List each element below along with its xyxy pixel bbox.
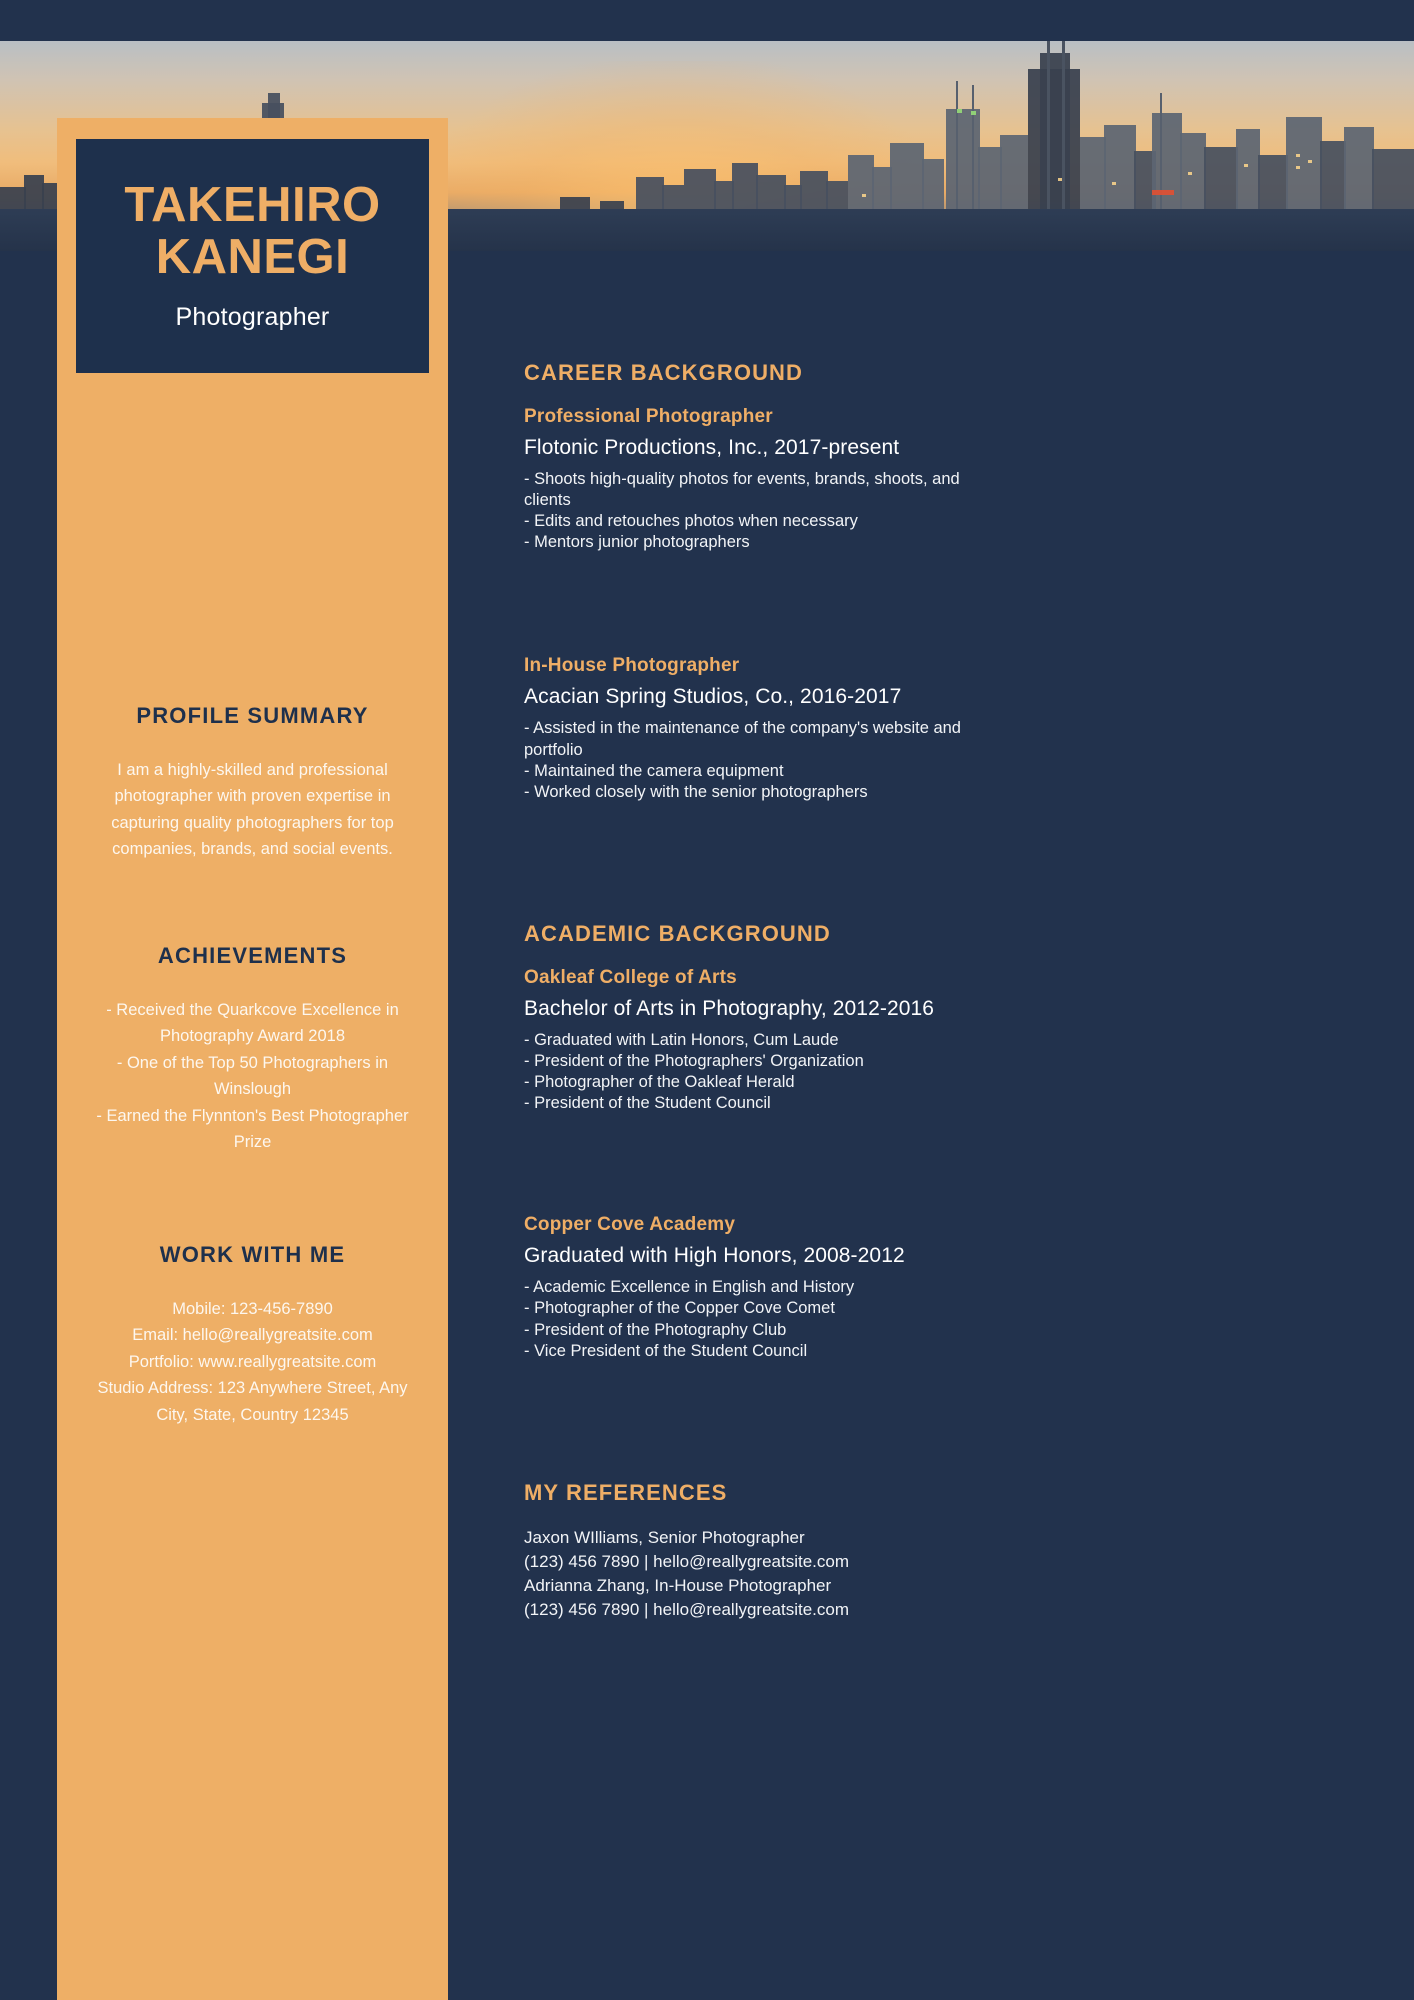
profile-summary-text (76, 757, 429, 863)
name-card (76, 139, 429, 373)
contact-portfolio[interactable]: Portfolio: www.reallygreatsite.com (128, 1352, 377, 1371)
references-heading: MY REFERENCES (524, 1479, 728, 1505)
last-name: KANEGI (155, 229, 350, 284)
academic-background-heading: ACADEMIC BACKGROUND (524, 920, 831, 946)
contact-address: City, State, Country 12345 (156, 1405, 349, 1424)
career-bullet: - Shoots high-quality photos for events, brands, shoots, and (524, 470, 960, 488)
career-bullets (524, 718, 1084, 802)
academic-bullet: - President of the Photographers' Organization (524, 1051, 864, 1070)
profile-line: photographer with proven expertise in (114, 787, 391, 806)
career-entry (524, 655, 1084, 802)
profile-summary-section (76, 703, 429, 863)
academic-entry (524, 967, 1084, 1114)
academic-bullet: - Photographer of the Oakleaf Herald (524, 1073, 795, 1092)
achievements-list (76, 997, 429, 1155)
spacer (524, 579, 1084, 655)
reference-name: Adrianna Zhang, In-House Photographer (524, 1576, 832, 1595)
academic-bullet: - Photographer of the Copper Cove Comet (524, 1299, 835, 1318)
achievements-heading: ACHIEVEMENTS (157, 943, 348, 968)
references-section (524, 1480, 1084, 1623)
references-list (524, 1526, 1084, 1623)
career-role: Professional Photographer (524, 406, 773, 427)
career-role: In-House Photographer (524, 655, 740, 677)
spacer (524, 1388, 1084, 1480)
academic-bullets (524, 1277, 1084, 1361)
achievement-line: Prize (233, 1132, 272, 1151)
achievement-line: - Received the Quarkcove Excellence in (106, 1001, 399, 1019)
academic-school: Oakleaf College of Arts (524, 966, 737, 988)
career-bullet: - Maintained the camera equipment (524, 761, 784, 780)
academic-bullets (524, 1030, 1084, 1114)
career-entry (524, 406, 1084, 553)
profile-summary-heading: PROFILE SUMMARY (136, 703, 369, 728)
achievement-line: Winslough (213, 1080, 292, 1099)
career-background-section (524, 360, 1084, 803)
academic-bullet: - President of the Photography Club (524, 1320, 787, 1339)
career-bullet: clients (524, 491, 571, 510)
academic-background-section (524, 921, 1084, 1362)
career-bullet: - Edits and retouches photos when necessary (524, 512, 858, 531)
career-bullet: portfolio (524, 740, 583, 759)
contact-section (76, 1242, 429, 1428)
academic-bullet: - Vice President of the Student Council (524, 1341, 808, 1360)
first-name: TAKEHIRO (124, 177, 381, 232)
contact-email[interactable]: Email: hello@reallygreatsite.com (132, 1326, 373, 1345)
spacer (524, 829, 1084, 921)
contact-mobile: Mobile: 123-456-7890 (172, 1300, 333, 1318)
academic-school: Copper Cove Academy (524, 1214, 736, 1236)
career-org: Flotonic Productions, Inc., 2017-present (524, 436, 900, 459)
profile-line: I am a highly-skilled and professional (117, 761, 388, 779)
contact-details (76, 1296, 429, 1428)
achievement-line: - One of the Top 50 Photographers in (116, 1053, 389, 1072)
academic-degree: Graduated with High Honors, 2008-2012 (524, 1244, 905, 1268)
achievement-line: Photography Award 2018 (159, 1027, 345, 1046)
reference-contact: (123) 456 7890 | hello@reallygreatsite.com (524, 1600, 850, 1620)
academic-degree: Bachelor of Arts in Photography, 2012-2016 (524, 996, 935, 1020)
academic-bullet: - Graduated with Latin Honors, Cum Laude (524, 1030, 839, 1049)
career-bullet: - Assisted in the maintenance of the company's website and (524, 719, 961, 738)
job-title: Photographer (175, 303, 330, 332)
career-bullet: - Worked closely with the senior photographers (524, 782, 868, 801)
career-org: Acacian Spring Studios, Co., 2016-2017 (524, 685, 902, 709)
career-bullet: - Mentors junior photographers (524, 533, 750, 552)
career-background-heading: CAREER BACKGROUND (524, 360, 804, 385)
academic-entry (524, 1214, 1084, 1361)
contact-address: Studio Address: 123 Anywhere Street, Any (97, 1379, 408, 1398)
career-bullets (524, 469, 1084, 553)
spacer (524, 1140, 1084, 1214)
contact-heading: WORK WITH ME (159, 1242, 346, 1267)
profile-line: capturing quality photographers for top (111, 813, 394, 832)
profile-line: companies, brands, and social events. (112, 840, 393, 859)
academic-bullet: - President of the Student Council (524, 1094, 771, 1113)
achievement-line: - Earned the Flynnton's Best Photographer (96, 1106, 409, 1125)
main-column (524, 360, 1084, 1622)
achievements-section (76, 943, 429, 1155)
academic-bullet: - Academic Excellence in English and History (524, 1278, 855, 1297)
reference-contact: (123) 456 7890 | hello@reallygreatsite.com (524, 1551, 850, 1571)
reference-name: Jaxon WIlliams, Senior Photographer (524, 1527, 805, 1547)
